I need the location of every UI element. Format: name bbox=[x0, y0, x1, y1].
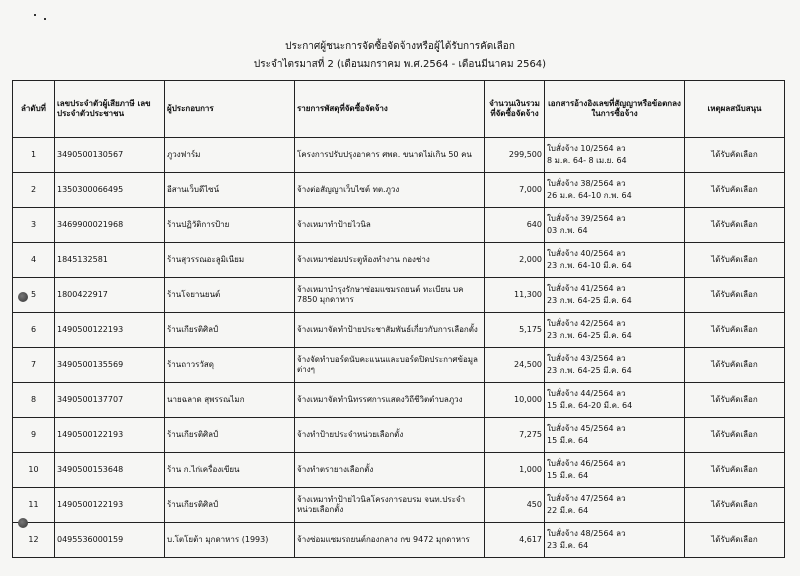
row-reason: ได้รับคัดเลือก bbox=[685, 313, 785, 348]
table-row bbox=[13, 278, 785, 313]
row-tax-id: 1490500122193 bbox=[55, 313, 165, 348]
row-no: 10 bbox=[13, 453, 55, 488]
row-reason: ได้รับคัดเลือก bbox=[685, 138, 785, 173]
table-row bbox=[13, 383, 785, 418]
table-row bbox=[13, 453, 785, 488]
row-doc-ref: ใบสั่งจ้าง 45/2564 ลว bbox=[547, 424, 626, 433]
row-amount: 11,300 bbox=[485, 278, 545, 313]
row-reason: ได้รับคัดเลือก bbox=[685, 278, 785, 313]
row-doc-date: 23 ก.พ. 64-10 มี.ค. 64 bbox=[547, 261, 632, 270]
row-doc-ref: ใบสั่งจ้าง 46/2564 ลว bbox=[547, 459, 626, 468]
row-doc bbox=[545, 138, 685, 173]
row-item: จ้างซ่อมแซมรถยนต์กองกลาง กข 9472 มุกดาหาร bbox=[295, 523, 485, 558]
row-reason: ได้รับคัดเลือก bbox=[685, 453, 785, 488]
row-doc bbox=[545, 453, 685, 488]
row-amount: 7,000 bbox=[485, 173, 545, 208]
header-tax-id: เลขประจำตัวผู้เสียภาษี เลขประจำตัวประชาชน bbox=[55, 81, 165, 138]
row-doc-ref: ใบสั่งจ้าง 43/2564 ลว bbox=[547, 354, 626, 363]
row-doc-ref: ใบสั่งจ้าง 42/2564 ลว bbox=[547, 319, 626, 328]
row-no: 8 bbox=[13, 383, 55, 418]
row-item: จ้างเหมาซ่อมประตูห้องทำงาน กองช่าง bbox=[295, 243, 485, 278]
row-doc-date: 03 ก.พ. 64 bbox=[547, 226, 588, 235]
row-no: 1 bbox=[13, 138, 55, 173]
row-doc bbox=[545, 383, 685, 418]
document-subtitle: ประจำไตรมาสที่ 2 (เดือนมกราคม พ.ศ.2564 - เดือนมีนาคม 2564) bbox=[253, 59, 547, 70]
row-no: 7 bbox=[13, 348, 55, 383]
row-doc-date: 23 ก.พ. 64-25 มี.ค. 64 bbox=[547, 366, 632, 375]
row-tax-id: 1490500122193 bbox=[55, 488, 165, 523]
table-row bbox=[13, 418, 785, 453]
row-vendor: อีสานเว็บดีไซน์ bbox=[165, 173, 295, 208]
hole-punch-mark bbox=[18, 518, 28, 528]
row-tax-id: 3469900021968 bbox=[55, 208, 165, 243]
row-tax-id: 1845132581 bbox=[55, 243, 165, 278]
row-vendor: ร้านสุวรรณอะลูมิเนียม bbox=[165, 243, 295, 278]
table-row bbox=[13, 313, 785, 348]
scan-speck bbox=[44, 18, 46, 20]
row-amount: 10,000 bbox=[485, 383, 545, 418]
row-no: 6 bbox=[13, 313, 55, 348]
row-amount: 5,175 bbox=[485, 313, 545, 348]
document-title: ประกาศผู้ชนะการจัดซื้อจัดจ้างหรือผู้ได้รับการคัดเลือก bbox=[285, 41, 515, 52]
row-doc-ref: ใบสั่งจ้าง 41/2564 ลว bbox=[547, 284, 626, 293]
row-tax-id: 0495536000159 bbox=[55, 523, 165, 558]
row-item: จ้างเหมาจัดทำป้ายประชาสัมพันธ์เกี่ยวกับการเลือกตั้ง bbox=[295, 313, 485, 348]
row-no: 3 bbox=[13, 208, 55, 243]
hole-punch-mark bbox=[18, 292, 28, 302]
header-amount: จำนวนเงินรวมที่จัดซื้อจัดจ้าง bbox=[485, 81, 545, 138]
row-doc-ref: ใบสั่งจ้าง 40/2564 ลว bbox=[547, 249, 626, 258]
row-amount: 4,617 bbox=[485, 523, 545, 558]
header-vendor: ผู้ประกอบการ bbox=[165, 81, 295, 138]
row-tax-id: 3490500153648 bbox=[55, 453, 165, 488]
table-row bbox=[13, 243, 785, 278]
row-amount: 640 bbox=[485, 208, 545, 243]
row-no: 5 bbox=[13, 278, 55, 313]
row-no: 2 bbox=[13, 173, 55, 208]
row-doc-date: 23 มี.ค. 64 bbox=[547, 541, 589, 550]
row-reason: ได้รับคัดเลือก bbox=[685, 523, 785, 558]
row-reason: ได้รับคัดเลือก bbox=[685, 173, 785, 208]
header-reason: เหตุผลสนับสนุน bbox=[685, 81, 785, 138]
row-doc-date: 8 ม.ค. 64- 8 เม.ย. 64 bbox=[547, 156, 627, 165]
row-vendor: ร้าน ก.ไก่เครื่องเขียน bbox=[165, 453, 295, 488]
row-item: จ้างทำตรายางเลือกตั้ง bbox=[295, 453, 485, 488]
row-doc-date: 23 ก.พ. 64-25 มี.ค. 64 bbox=[547, 296, 632, 305]
header-no: ลำดับที่ bbox=[13, 81, 55, 138]
row-no: 4 bbox=[13, 243, 55, 278]
row-doc-date: 26 ม.ค. 64-10 ก.พ. 64 bbox=[547, 191, 632, 200]
row-amount: 299,500 bbox=[485, 138, 545, 173]
row-doc bbox=[545, 173, 685, 208]
row-tax-id: 1800422917 bbox=[55, 278, 165, 313]
row-vendor: นายฉลาด สุพรรณไมก bbox=[165, 383, 295, 418]
row-doc bbox=[545, 523, 685, 558]
row-doc-ref: ใบสั่งจ้าง 39/2564 ลว bbox=[547, 214, 626, 223]
row-reason: ได้รับคัดเลือก bbox=[685, 418, 785, 453]
row-item: จ้างเหมาจัดทำนิทรรศการแสดงวิถีชีวิตตำบลภูวง bbox=[295, 383, 485, 418]
row-tax-id: 3490500137707 bbox=[55, 383, 165, 418]
table-row bbox=[13, 173, 785, 208]
row-doc-date: 15 มี.ค. 64-20 มี.ค. 64 bbox=[547, 401, 633, 410]
table-header-row bbox=[13, 81, 785, 138]
row-vendor: ร้านเกียรติศิลป์ bbox=[165, 418, 295, 453]
row-vendor: ร้านเกียรติศิลป์ bbox=[165, 313, 295, 348]
row-doc-date: 23 ก.พ. 64-25 มี.ค. 64 bbox=[547, 331, 632, 340]
row-no: 11 bbox=[13, 488, 55, 523]
row-tax-id: 3490500135569 bbox=[55, 348, 165, 383]
row-item: จ้างทำป้ายประจำหน่วยเลือกตั้ง bbox=[295, 418, 485, 453]
row-vendor: ร้านปฏิวัติการป้าย bbox=[165, 208, 295, 243]
row-item: จ้างเหมาบำรุงรักษาซ่อมแซมรถยนต์ ทะเบียน บค 7850 มุกดาหาร bbox=[295, 278, 485, 313]
table-row bbox=[13, 208, 785, 243]
row-reason: ได้รับคัดเลือก bbox=[685, 488, 785, 523]
row-doc bbox=[545, 488, 685, 523]
row-doc bbox=[545, 208, 685, 243]
row-doc bbox=[545, 278, 685, 313]
table-row bbox=[13, 488, 785, 523]
row-doc bbox=[545, 418, 685, 453]
row-vendor: ร้านโจยานยนต์ bbox=[165, 278, 295, 313]
row-vendor: ภูวงฟาร์ม bbox=[165, 138, 295, 173]
row-amount: 2,000 bbox=[485, 243, 545, 278]
row-amount: 1,000 bbox=[485, 453, 545, 488]
row-tax-id: 1350300066495 bbox=[55, 173, 165, 208]
row-no: 12 bbox=[13, 523, 55, 558]
row-doc-ref: ใบสั่งจ้าง 48/2564 ลว bbox=[547, 529, 626, 538]
row-vendor: ร้านถาวรวัสดุ bbox=[165, 348, 295, 383]
row-reason: ได้รับคัดเลือก bbox=[685, 243, 785, 278]
row-doc-ref: ใบสั่งจ้าง 44/2564 ลว bbox=[547, 389, 626, 398]
row-item: จ้างเหมาทำป้ายไวนิลโครงการอบรม จนท.ประจำหน่วยเลือกตั้ง bbox=[295, 488, 485, 523]
row-doc-ref: ใบสั่งจ้าง 10/2564 ลว bbox=[547, 144, 626, 153]
row-amount: 7,275 bbox=[485, 418, 545, 453]
row-amount: 450 bbox=[485, 488, 545, 523]
row-tax-id: 3490500130567 bbox=[55, 138, 165, 173]
row-reason: ได้รับคัดเลือก bbox=[685, 383, 785, 418]
row-doc bbox=[545, 243, 685, 278]
table-row bbox=[13, 348, 785, 383]
row-doc-ref: ใบสั่งจ้าง 47/2564 ลว bbox=[547, 494, 626, 503]
row-doc-date: 15 มี.ค. 64 bbox=[547, 436, 589, 445]
row-amount: 24,500 bbox=[485, 348, 545, 383]
row-no: 9 bbox=[13, 418, 55, 453]
row-tax-id: 1490500122193 bbox=[55, 418, 165, 453]
table-row bbox=[13, 523, 785, 558]
row-item: โครงการปรับปรุงอาคาร ศพด. ขนาดไม่เกิน 50 คน bbox=[295, 138, 485, 173]
row-reason: ได้รับคัดเลือก bbox=[685, 348, 785, 383]
row-doc bbox=[545, 348, 685, 383]
row-doc-date: 22 มี.ค. 64 bbox=[547, 506, 589, 515]
row-item: จ้างจัดทำบอร์ดนับคะแนนและบอร์ดปิดประกาศข้อมูลต่างๆ bbox=[295, 348, 485, 383]
row-item: จ้างต่อสัญญาเว็บไซต์ ทต.ภูวง bbox=[295, 173, 485, 208]
scan-speck bbox=[34, 14, 36, 16]
row-doc-date: 15 มี.ค. 64 bbox=[547, 471, 589, 480]
row-doc-ref: ใบสั่งจ้าง 38/2564 ลว bbox=[547, 179, 626, 188]
row-doc bbox=[545, 313, 685, 348]
row-vendor: บ.โตโยต้า มุกดาหาร (1993) bbox=[165, 523, 295, 558]
header-item: รายการพัสดุที่จัดซื้อจัดจ้าง bbox=[295, 81, 485, 138]
row-item: จ้างเหมาทำป้ายไวนิล bbox=[295, 208, 485, 243]
procurement-table bbox=[12, 80, 785, 558]
table-row bbox=[13, 138, 785, 173]
row-reason: ได้รับคัดเลือก bbox=[685, 208, 785, 243]
row-vendor: ร้านเกียรติศิลป์ bbox=[165, 488, 295, 523]
header-doc: เอกสารอ้างอิงเลขที่สัญญาหรือข้อตกลงในการซื้อจ้าง bbox=[545, 81, 685, 138]
